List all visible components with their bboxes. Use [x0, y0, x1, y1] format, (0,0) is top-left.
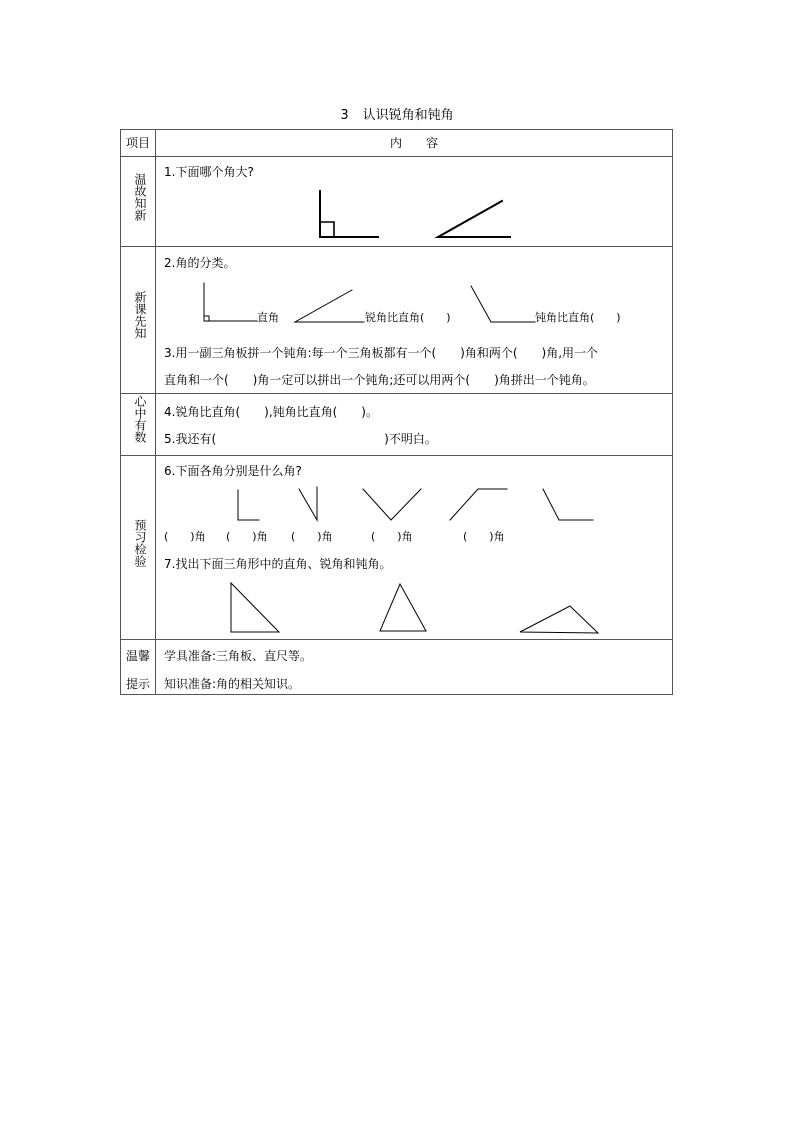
- right-angle-example: [204, 283, 257, 321]
- answer-blank-3: ( )角: [291, 530, 333, 543]
- label-mind: 心中有数: [133, 395, 147, 443]
- lesson-number: 3: [340, 108, 349, 123]
- obtuse-angle-example: [471, 286, 535, 322]
- right-triangle: [231, 583, 279, 632]
- angle-figure-2: [299, 487, 317, 520]
- question-3-line1: 3.用一副三角板拼一个钝角:每一个三角板都有一个( )角和两个( )角,用一个: [164, 346, 599, 360]
- label-review: 温故知新: [133, 173, 147, 221]
- right-angle-label: 直角: [257, 311, 279, 324]
- question-2: 2.角的分类。: [164, 256, 236, 270]
- header-content: 内 容: [390, 136, 439, 150]
- label-preview: 预习检验: [133, 519, 147, 567]
- lesson-title: 认识锐角和钝角: [362, 108, 454, 123]
- angle-figure-4: [450, 489, 507, 520]
- question-7: 7.找出下面三角形中的直角、锐角和钝角。: [164, 557, 392, 571]
- question-6: 6.下面各角分别是什么角?: [164, 464, 302, 478]
- obtuse-triangle: [520, 606, 598, 633]
- obtuse-angle-label: 钝角比直角( ): [535, 311, 621, 324]
- angle-figure-3: [363, 489, 421, 520]
- acute-angle-example: [295, 290, 364, 322]
- answer-blank-4: ( )角: [371, 530, 413, 543]
- question-5: 5.我还有( )不明白。: [164, 432, 437, 446]
- angle-figure-5: [543, 489, 593, 520]
- label-tips-line1: 温馨: [125, 649, 150, 663]
- tip-knowledge: 知识准备:角的相关知识。: [164, 677, 301, 691]
- question-1: 1.下面哪个角大?: [164, 165, 254, 179]
- header-item: 项目: [125, 136, 150, 150]
- acute-angle-label: 锐角比直角( ): [365, 311, 451, 324]
- question-3-line2: 直角和一个( )角一定可以拼出一个钝角;还可以用两个( )角拼出一个钝角。: [164, 373, 595, 387]
- answer-blank-5: ( )角: [463, 530, 505, 543]
- angle-figure-1: [238, 490, 259, 520]
- right-angle-figure: [320, 191, 378, 237]
- tip-tools: 学具准备:三角板、直尺等。: [164, 649, 313, 663]
- question-4: 4.锐角比直角( ),钝角比直角( )。: [164, 405, 378, 419]
- answer-blank-1: ( )角: [164, 530, 206, 543]
- label-new: 新课先知: [133, 291, 147, 339]
- acute-angle-figure: [438, 201, 510, 237]
- answer-blank-2: ( )角: [226, 530, 268, 543]
- acute-triangle: [380, 584, 426, 631]
- label-tips-line2: 提示: [125, 677, 150, 691]
